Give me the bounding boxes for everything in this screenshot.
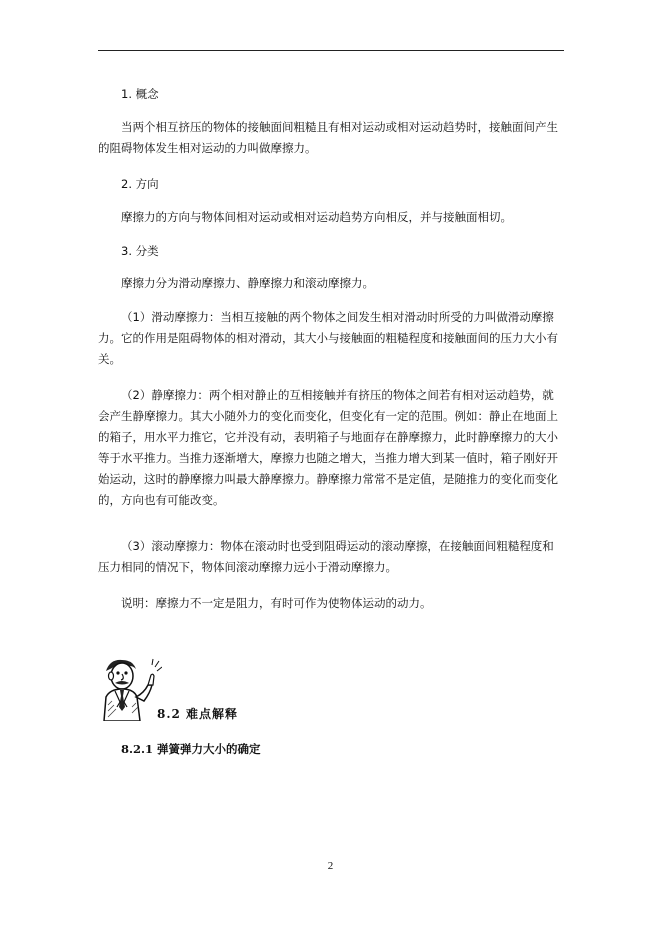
heading-concept: 1. 概念 bbox=[121, 87, 159, 101]
subsection-title: 8.2.1 弹簧弹力大小的确定 bbox=[121, 742, 261, 756]
header-rule bbox=[98, 50, 564, 51]
paragraph-sliding-friction: （1）滑动摩擦力：当相互接触的两个物体之间发生相对滑动时所受的力叫做滑动摩擦力。它的作用是阻碍物体的相对滑动，其大小与接触面的粗糙程度和接触面间的压力大小有关。 bbox=[98, 310, 558, 366]
paragraph-concept: 当两个相互挤压的物体的接触面间粗糙且有相对运动或相对运动趋势时，接触面间产生的阻碍物体发生相对运动的力叫做摩擦力。 bbox=[98, 120, 558, 155]
heading-classification: 3. 分类 bbox=[121, 244, 159, 258]
pointing-man-icon bbox=[96, 655, 162, 721]
section-title: 8.2 难点解释 bbox=[157, 707, 239, 721]
paragraph-classification: 摩擦力分为滑动摩擦力、静摩擦力和滚动摩擦力。 bbox=[121, 276, 374, 290]
paragraph-rolling-friction: （3）滚动摩擦力：物体在滚动时也受到阻碍运动的滚动摩擦，在接触面间粗糙程度和压力相同的情况下，物体间滚动摩擦力远小于滑动摩擦力。 bbox=[98, 539, 554, 574]
paragraph-note: 说明：摩擦力不一定是阻力，有时可作为使物体运动的动力。 bbox=[121, 596, 432, 610]
paragraph-static-friction: （2）静摩擦力：两个相对静止的互相接触并有挤压的物体之间若有相对运动趋势，就会产生静摩擦力。其大小随外力的变化而变化，但变化有一定的范围。例如：静止在地面上的箱子，用水平力推它，它并没有动，表明箱子与地面存在静摩擦力，此时静摩擦力的大小等于水平推力。当推力逐渐增大，摩擦力也随之增大，当推力增大到某一值时，箱子刚好开始运动，这时的静摩擦力叫最大静摩擦力。静摩擦力常常不是定值，是随推力的变化而变化的，方向也有可能改变。 bbox=[98, 388, 558, 507]
paragraph-direction: 摩擦力的方向与物体间相对运动或相对运动趋势方向相反，并与接触面相切。 bbox=[121, 210, 512, 224]
page-number: 2 bbox=[327, 860, 334, 872]
heading-direction: 2. 方向 bbox=[121, 177, 159, 191]
